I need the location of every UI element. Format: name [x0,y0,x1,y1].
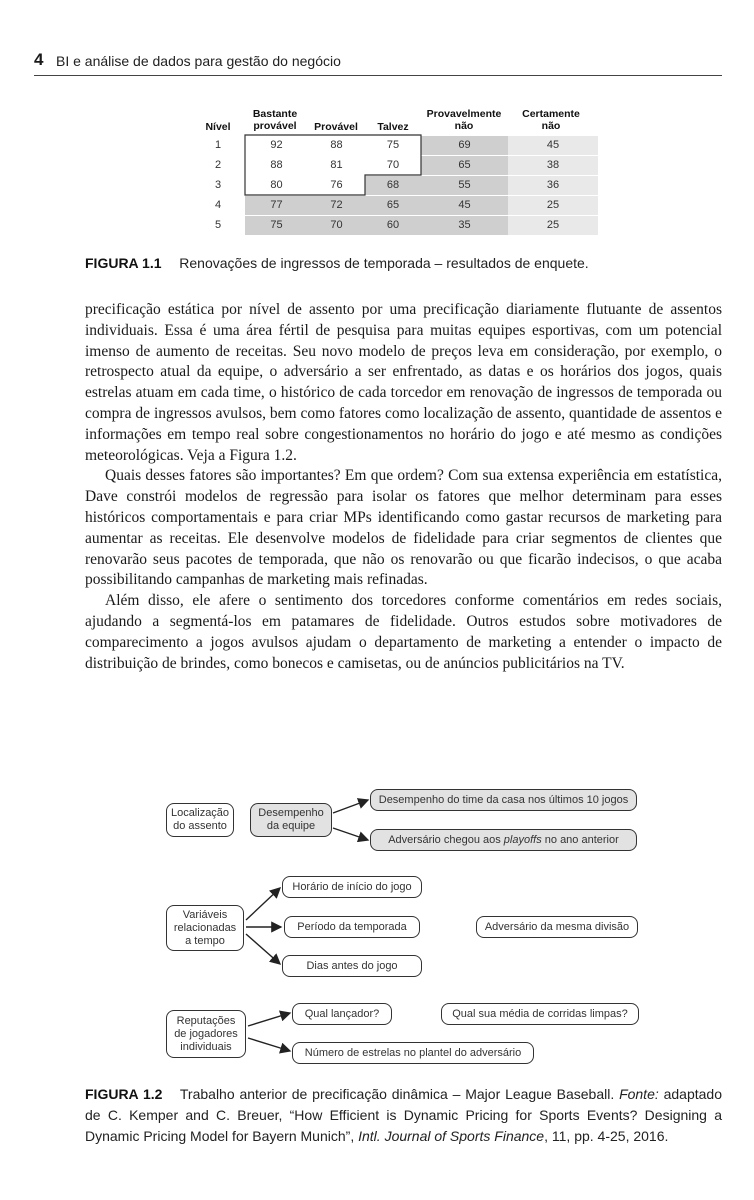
arrow [248,1038,290,1051]
table-cell: 36 [508,176,598,195]
table-cell: 69 [421,136,508,155]
table-row-level: 4 [214,199,222,211]
table-cell: 25 [508,196,598,215]
table-cell: 60 [365,216,421,235]
arrow [246,934,280,964]
table-cell: 45 [421,196,508,215]
table-cell: 35 [421,216,508,235]
table-cell: 68 [365,176,421,195]
team-performance-node: Desempenho da equipe [250,803,332,837]
page-number: 4 [34,50,44,69]
paragraph: Quais desses fatores são importantes? Em que ordem? Com sua extensa experiência em estatística, Dave constrói modelos de regressão para isolar os fatores que melhor determinam para esses históricos comportamentais e para criar MPs identificando como gastar recursos de marketing para aumentar as receitas. Ele desenvolve modelos de fidelidade para criar segmentos de clientes que renovarão seus pacotes de temporada, que não os renovarão ou que ficarão indecisos, o que acaba possibilitando campanhas de marketing mais refinadas. [85,467,722,589]
table-cell: 55 [421,176,508,195]
table-row-level: 2 [214,159,222,171]
figure-1-1-label: FIGURA 1.1 [85,255,162,271]
table-cell: 80 [270,179,283,191]
time-variables-node: Variáveis relacionadas a tempo [166,905,244,951]
table-row-level: 1 [214,139,222,151]
figure-1-2-caption: FIGURA 1.2 Trabalho anterior de precificação dinâmica – Major League Baseball. Fonte: adaptado de C. Kemper and C. Breuer, “How Efficient is Dynamic Pricing for Sports Events? Designing a Dynamic Pricing Model for Bayern Munich”, Intl. Journal of Sports Finance, 11, pp. 4-25, 2016. [85,1086,723,1144]
figure-1-2-label: FIGURA 1.2 [85,1086,163,1102]
table-cell: 76 [330,179,343,191]
table-header: Talvez [377,121,409,133]
arrow [248,1013,290,1026]
table-row-level: 3 [214,179,222,191]
table-cell: 72 [308,196,365,215]
table-header: Nível [205,121,231,133]
paragraph: precificação estática por nível de assento por uma precificação diariamente flutuante de assentos individuais. Essa é uma área fértil de pesquisa para muitas equipes esportivas, com um potencial imenso de aumento de receitas. Seu novo modelo de preços leva em consideração, por exemplo, o retrospecto atual da equipe, o adversário a ser enfrentado, as datas e os horários dos jogos, quais estrelas atuam em cada time, o histórico de cada torcedor em renovação de ingressos de temporada ou compra de ingressos avulsos, bem como fatores como localização de assento, quantidade de assentos e informações em tempo real sobre congestionamentos no horário do jogo e até mesmo as condições meteorológicas. Veja a Figura 1.2. [85,301,722,464]
arrow [246,888,280,920]
pitcher-node: Qual lançador? [292,1003,392,1025]
same-division-node: Adversário da mesma divisão [476,916,638,938]
table-cell: 81 [330,159,343,171]
arrow [333,800,368,813]
table-row-level: 5 [214,219,222,231]
start-time-node: Horário de início do jogo [282,876,422,898]
body-text [85,300,722,674]
table-cell: 75 [245,216,308,235]
table-header: Bastante provável [252,108,298,132]
table-cell: 65 [365,196,421,215]
pricing-factors-diagram [0,770,754,1070]
table-header: Provavelmente não [426,108,502,132]
season-period-node: Período da temporada [284,916,420,938]
arrow [333,828,368,840]
table-cell: 70 [308,216,365,235]
table-cell: 75 [386,139,400,151]
days-before-node: Dias antes do jogo [282,955,422,977]
paragraph: Além disso, ele afere o sentimento dos torcedores conforme comentários em redes sociais, ajudando a segmentá-los em patamares de fidelidade. Outros estudos sobre motivadores de comparecimento a jogos avulsos ajudam o departamento de marketing a entender o impacto de distribuição de brindes, como bonecos e camisetas, ou de anúncios publicitários na TV. [85,592,722,672]
book-title: BI e análise de dados para gestão do negócio [56,53,341,69]
table-cell: 65 [421,156,508,175]
home-performance-node: Desempenho do time da casa nos últimos 10 jogos [370,789,637,811]
table-header: Certamente não [522,108,580,132]
table-header: Provável [314,121,358,133]
table-outline [203,108,603,248]
table-cell: 88 [330,139,343,151]
era-node: Qual sua média de corridas limpas? [441,1003,639,1025]
table-cell: 70 [386,159,400,171]
opponent-playoffs-node [370,829,637,851]
opponent-playoffs-text: Adversário chegou aos playoffs no ano anterior [388,833,619,846]
table-cell: 38 [508,156,598,175]
figure-1-1-text: Renovações de ingressos de temporada – resultados de enquete. [179,255,589,271]
table-cell: 77 [245,196,308,215]
table-cell: 45 [508,136,598,155]
running-header [34,48,722,76]
opponent-stars-node: Número de estrelas no plantel do adversário [292,1042,534,1064]
table-cell: 92 [270,139,283,151]
table-cell: 88 [270,159,283,171]
table-cell: 25 [508,216,598,235]
figure-1-1-caption [85,255,589,271]
player-reputation-node: Reputações de jogadores individuais [166,1010,246,1058]
seat-location-node: Localização do assento [166,803,234,837]
